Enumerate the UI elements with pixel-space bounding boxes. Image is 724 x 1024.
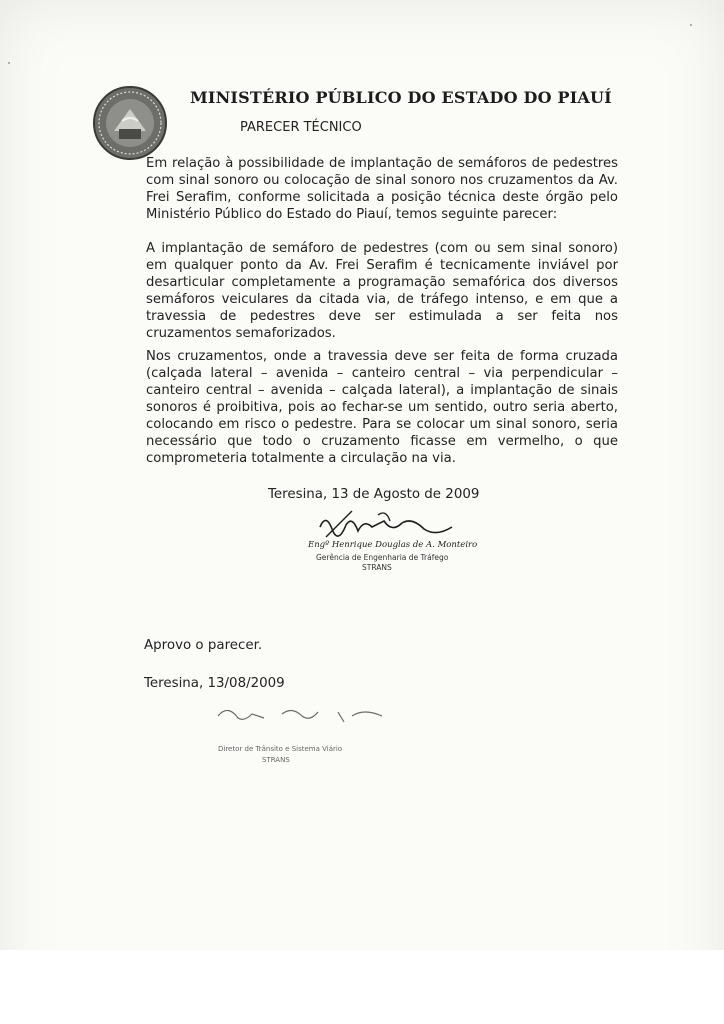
- paragraph-3: [146, 348, 618, 467]
- signature-2-handwriting: [212, 700, 392, 730]
- header-title: MINISTÉRIO PÚBLICO DO ESTADO DO PIAUÍ: [190, 88, 612, 107]
- signature-1-name: Engº Henrique Douglas de A. Monteiro: [308, 540, 478, 550]
- paragraph-3-text: Nos cruzamentos, onde a travessia deve ser feita de forma cruzada (calçada lateral – avenida – canteiro central – via perpendicular – canteiro central – avenida – calçada lateral), a implantação de sinais sonoros é proibitiva, pois ao fechar-se um sentido, outro seria aberto, colocando em risco o pedestre. Para se colocar um sinal sonoro, seria necessário que todo o cruzamento ficasse em vermelho, o que comprometeria totalmente a circulação na via.: [146, 349, 618, 466]
- paragraph-2-text: A implantação de semáforo de pedestres (com ou sem sinal sonoro) em qualquer ponto da Av. Frei Serafim é tecnicamente inviável por desarticular completamente a programação semafórica dos diversos semáforos veiculares da citada via, de tráfego intenso, e em que a travessia de pedestres deve ser estimulada a ser feita nos cruzamentos semaforizados.: [146, 241, 618, 341]
- signature-1-organization: STRANS: [362, 563, 392, 572]
- scan-speck: [690, 24, 692, 26]
- scan-bottom-margin: [0, 950, 724, 1024]
- document-subtitle: PARECER TÉCNICO: [240, 120, 362, 135]
- ministry-seal-logo: [92, 85, 168, 161]
- approval-text: Aprovo o parecer.: [144, 638, 263, 653]
- approval-organization: STRANS: [262, 756, 290, 764]
- approval-role: Diretor de Trânsito e Sistema Viário: [218, 745, 343, 753]
- paragraph-1-text: Em relação à possibilidade de implantação de semáforos de pedestres com sinal sonoro ou colocação de sinal sonoro nos cruzamentos da Av. Frei Serafim, conforme solicitada a posição técnica deste órgão pelo Ministério Público do Estado do Piauí, temos seguinte parecer:: [146, 156, 618, 222]
- approval-date-line: Teresina, 13/08/2009: [144, 676, 285, 691]
- signature-date-line: Teresina, 13 de Agosto de 2009: [268, 487, 480, 502]
- paragraph-2: [146, 240, 618, 342]
- signature-1-department: Gerência de Engenharia de Tráfego: [316, 553, 449, 562]
- paragraph-1: [146, 155, 618, 223]
- scan-speck: [8, 62, 10, 64]
